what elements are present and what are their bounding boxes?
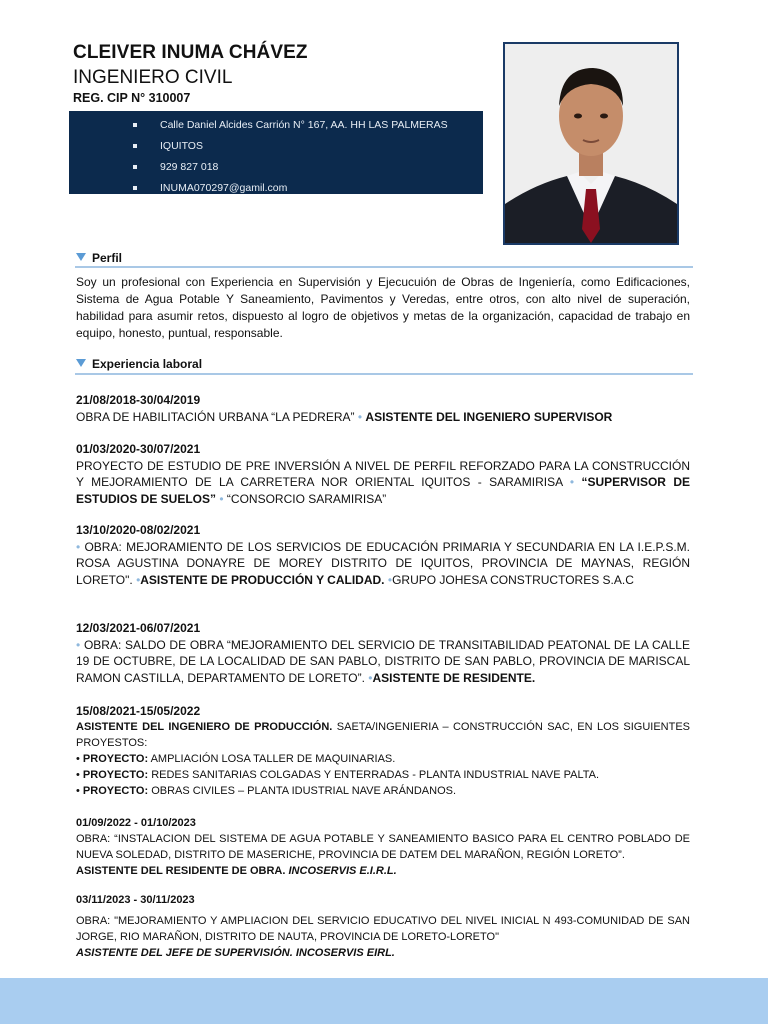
bullet-icon [133, 186, 137, 190]
job-entry: 21/08/2018-30/04/2019 OBRA DE HABILITACIÓN URBANA “LA PEDRERA” • ASISTENTE DEL INGENIERO SUPERVISOR [76, 392, 690, 425]
job-company: GRUPO JOHESA CONSTRUCTORES S.A.C [392, 572, 634, 587]
triangle-icon [76, 359, 86, 367]
job-role: “SUPERVISOR DE ESTUDIOS DE SUELOS” [76, 475, 691, 506]
profile-photo [503, 42, 679, 245]
job-role: ASISTENTE DEL JEFE DE SUPERVISIÓN. INCOSERVIS EIRL. [76, 947, 395, 959]
job-date: 13/10/2020-08/02/2021 [76, 523, 201, 537]
bullet-icon [133, 144, 137, 148]
job-entry: 01/03/2020-30/07/2021 PROYECTO DE ESTUDIO DE PRE INVERSIÓN A NIVEL DE PERFIL REFORZADO PARA LA CONSTRUCCIÓN Y MEJORAMIENTO DE LA CARRETERA NOR ORIENTAL IQUITOS - SARAMIRISA • “SUPERVISOR DE ESTUDIOS DE SUELOS” • “CONSORCIO SARAMIRISA” [76, 442, 691, 506]
perfil-text: Soy un profesional con Experiencia en Supervisión y Ejecucuión de Obras de Ingeniería, como Edificaciones, Sistema de Agua Potable Y Saneamiento, Pavimentos y Veredas, entre otros, con alto nivel de superación, habilidad para asumir retos, dispuesto al logro de objetivos y metas de la organización, capacidad de trabajo en equipo, honesto, puntual, responsable. [76, 275, 690, 340]
job-date: 21/08/2018-30/04/2019 [76, 393, 201, 407]
job-description: OBRA: "MEJORAMIENTO Y AMPLIACION DEL SERVICIO EDUCATIVO DEL NIVEL INICIAL N 493-COMUNIDAD DE SAN JORGE, RIO MARAÑON, DISTRITO DE NAUTA, PROVINCIA DE LORETO-LORETO" [76, 915, 690, 943]
job-entry: 13/10/2020-08/02/2021 • OBRA: MEJORAMIENTO DE LOS SERVICIOS DE EDUCACIÓN PRIMARIA Y SECUNDARIA EN LA I.E.P.S.M. ROSA AGUSTINA DONAYRE DE MOREY DISTRITO DE IQUITOS, PROVINCIA DE MAYNAS, REGIÓN LORETO". •ASISTENTE DE PRODUCCIÓN Y CALIDAD. •GRUPO JOHESA CONSTRUCTORES S.A.C [76, 523, 690, 587]
job-date: 15/08/2021-15/05/2022 [76, 704, 201, 718]
job-description: OBRA: “INSTALACION DEL SISTEMA DE AGUA POTABLE Y SANEAMIENTO BASICO PARA EL CENTRO POBLADO DE NUEVA SOLEDAD, DISTRITO DE MASERICHE, PROVINCIA DE DATEM DEL MARAÑON, REGIÓN LORETO”. [76, 833, 690, 861]
contact-email: INUMA070297@gamil.com [69, 178, 483, 199]
job-date: 01/09/2022 - 01/10/2023 [76, 817, 196, 829]
job-description: OBRA: MEJORAMIENTO DE LOS SERVICIOS DE EDUCACIÓN PRIMARIA Y SECUNDARIA EN LA I.E.P.S.M. ROSA AGUSTINA DONAYRE DE MOREY DISTRITO DE IQUITOS, PROVINCIA DE MAYNAS, REGIÓN LORETO". [76, 539, 690, 587]
job-description: OBRA: SALDO DE OBRA “MEJORAMIENTO DEL SERVICIO DE TRANSITABILIDAD PEATONAL DE LA CALLE 19 DE OCTUBRE, DE LA LOCALIDAD DE SAN PABLO, DISTRITO DE SAN PABLO, PROVINCIA DE MARISCAL RAMON CASTILLA, DEPARTAMENTO DE LORETO”. [76, 637, 690, 685]
job-role: ASISTENTE DEL INGENIERO SUPERVISOR [365, 409, 613, 424]
job-company: SAETA/INGENIERIA – CONSTRUCCIÓN SAC [336, 721, 570, 733]
job-company: INCOSERVIS E.I.R.L. [288, 865, 397, 877]
job-role: ASISTENTE DE RESIDENTE. [372, 670, 536, 685]
job-description: PROYECTO DE ESTUDIO DE PRE INVERSIÓN A NIVEL DE PERFIL REFORZADO PARA LA CONSTRUCCIÓN Y MEJORAMIENTO DE LA CARRETERA NOR ORIENTAL IQUITOS - SARAMIRISA [76, 458, 690, 489]
job-role: ASISTENTE DEL INGENIERO DE PRODUCCIÓN. [76, 721, 333, 733]
triangle-icon [76, 253, 86, 261]
contact-phone: 929 827 018 [69, 157, 483, 178]
job-detail: EN LOS SIGUIENTES PROYESTOS: [76, 721, 690, 749]
bullet-icon [133, 123, 137, 127]
candidate-name: CLEIVER INUMA CHÁVEZ [73, 42, 308, 63]
job-entry [76, 815, 690, 879]
job-role: ASISTENTE DEL RESIDENTE DE OBRA. [76, 865, 286, 877]
job-date: 03/11/2023 - 30/11/2023 [76, 894, 195, 906]
job-entry [76, 892, 690, 961]
page-footer-band [0, 978, 768, 1024]
job-entry: 12/03/2021-06/07/2021 • OBRA: SALDO DE OBRA “MEJORAMIENTO DEL SERVICIO DE TRANSITABILIDAD PEATONAL DE LA CALLE 19 DE OCTUBRE, DE LA LOCALIDAD DE SAN PABLO, DISTRITO DE SAN PABLO, PROVINCIA DE MARISCAL RAMON CASTILLA, DEPARTAMENTO DE LORETO”. •ASISTENTE DE RESIDENTE. [76, 621, 690, 685]
job-description: OBRA DE HABILITACIÓN URBANA “LA PEDRERA” [76, 409, 355, 424]
contact-city: IQUITOS [69, 136, 483, 157]
section-experience-heading: Experiencia laboral [76, 357, 202, 371]
candidate-role: INGENIERO CIVIL [73, 67, 233, 88]
registration-number: REG. CIP N° 310007 [73, 91, 191, 105]
job-date: 12/03/2021-06/07/2021 [76, 621, 201, 635]
bullet-icon [133, 165, 137, 169]
contact-address: Calle Daniel Alcides Carrión N° 167, AA. HH LAS PALMERAS [69, 115, 483, 136]
contact-box [69, 111, 483, 194]
job-entry: 15/08/2021-15/05/2022 ASISTENTE DEL INGENIERO DE PRODUCCIÓN. SAETA/INGENIERIA – CONSTRUCCIÓN SAC, EN LOS SIGUIENTES PROYESTOS: • PROYECTO: AMPLIACIÓN LOSA TALLER DE MAQUINARIAS. • PROYECTO: REDES SANITARIAS COLGADAS Y ENTERRADAS - PLANTA INDUSTRIAL NAVE PALTA. • PROYECTO: OBRAS CIVILES – PLANTA IDUSTRIAL NAVE ARÁNDANOS. [76, 704, 690, 797]
section-divider [75, 373, 693, 375]
project-item: • PROYECTO: AMPLIACIÓN LOSA TALLER DE MAQUINARIAS. [76, 753, 396, 765]
project-item: • PROYECTO: REDES SANITARIAS COLGADAS Y ENTERRADAS - PLANTA INDUSTRIAL NAVE PALTA. [76, 769, 600, 781]
job-date: 01/03/2020-30/07/2021 [76, 442, 201, 456]
job-company: “CONSORCIO SARAMIRISA” [226, 491, 387, 506]
job-role: ASISTENTE DE PRODUCCIÓN Y CALIDAD. [140, 572, 385, 587]
section-perfil-heading: Perfil [76, 251, 122, 265]
project-item: • PROYECTO: OBRAS CIVILES – PLANTA IDUSTRIAL NAVE ARÁNDANOS. [76, 785, 457, 797]
section-divider [75, 266, 693, 268]
